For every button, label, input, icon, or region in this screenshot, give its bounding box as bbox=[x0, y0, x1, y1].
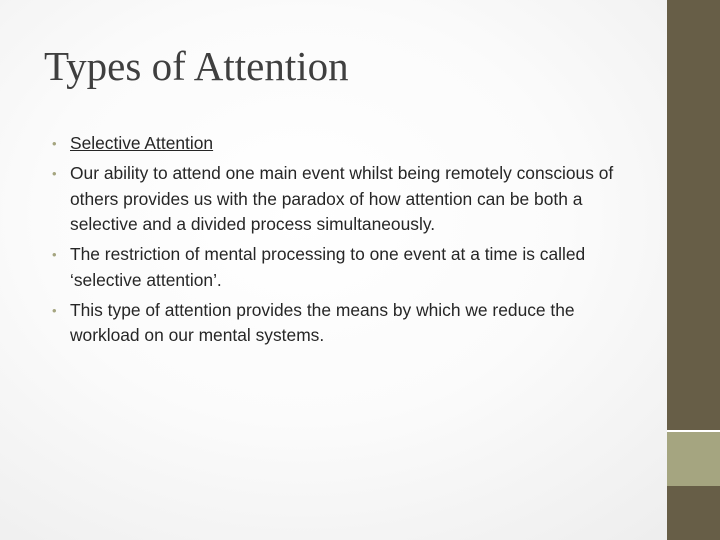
bullet-dot-icon: • bbox=[52, 136, 57, 151]
bullet-text: The restriction of mental processing to one event at a time is called ‘selective attention’. bbox=[70, 244, 586, 290]
bullet-dot-icon: • bbox=[52, 247, 57, 262]
bullet-item bbox=[52, 242, 642, 293]
bullet-list bbox=[52, 131, 642, 353]
bullet-dot-icon: • bbox=[52, 166, 57, 181]
bullet-item bbox=[52, 131, 642, 157]
bullet-item bbox=[52, 298, 642, 349]
bullet-heading: Selective Attention bbox=[70, 133, 214, 153]
bullet-item bbox=[52, 161, 642, 238]
sidebar-accent-top bbox=[667, 0, 720, 430]
sidebar-accent-bottom bbox=[667, 486, 720, 540]
sidebar-accent-middle bbox=[667, 432, 720, 486]
bullet-text: Our ability to attend one main event whilst being remotely conscious of others provides us with the paradox of how attention can be both a selective and a divided process simultaneously. bbox=[70, 163, 614, 234]
bullet-dot-icon: • bbox=[52, 302, 57, 318]
slide-title: Types of Attention bbox=[44, 43, 349, 89]
bullet-text: This type of attention provides the means by which we reduce the workload on our mental systems. bbox=[70, 299, 575, 345]
